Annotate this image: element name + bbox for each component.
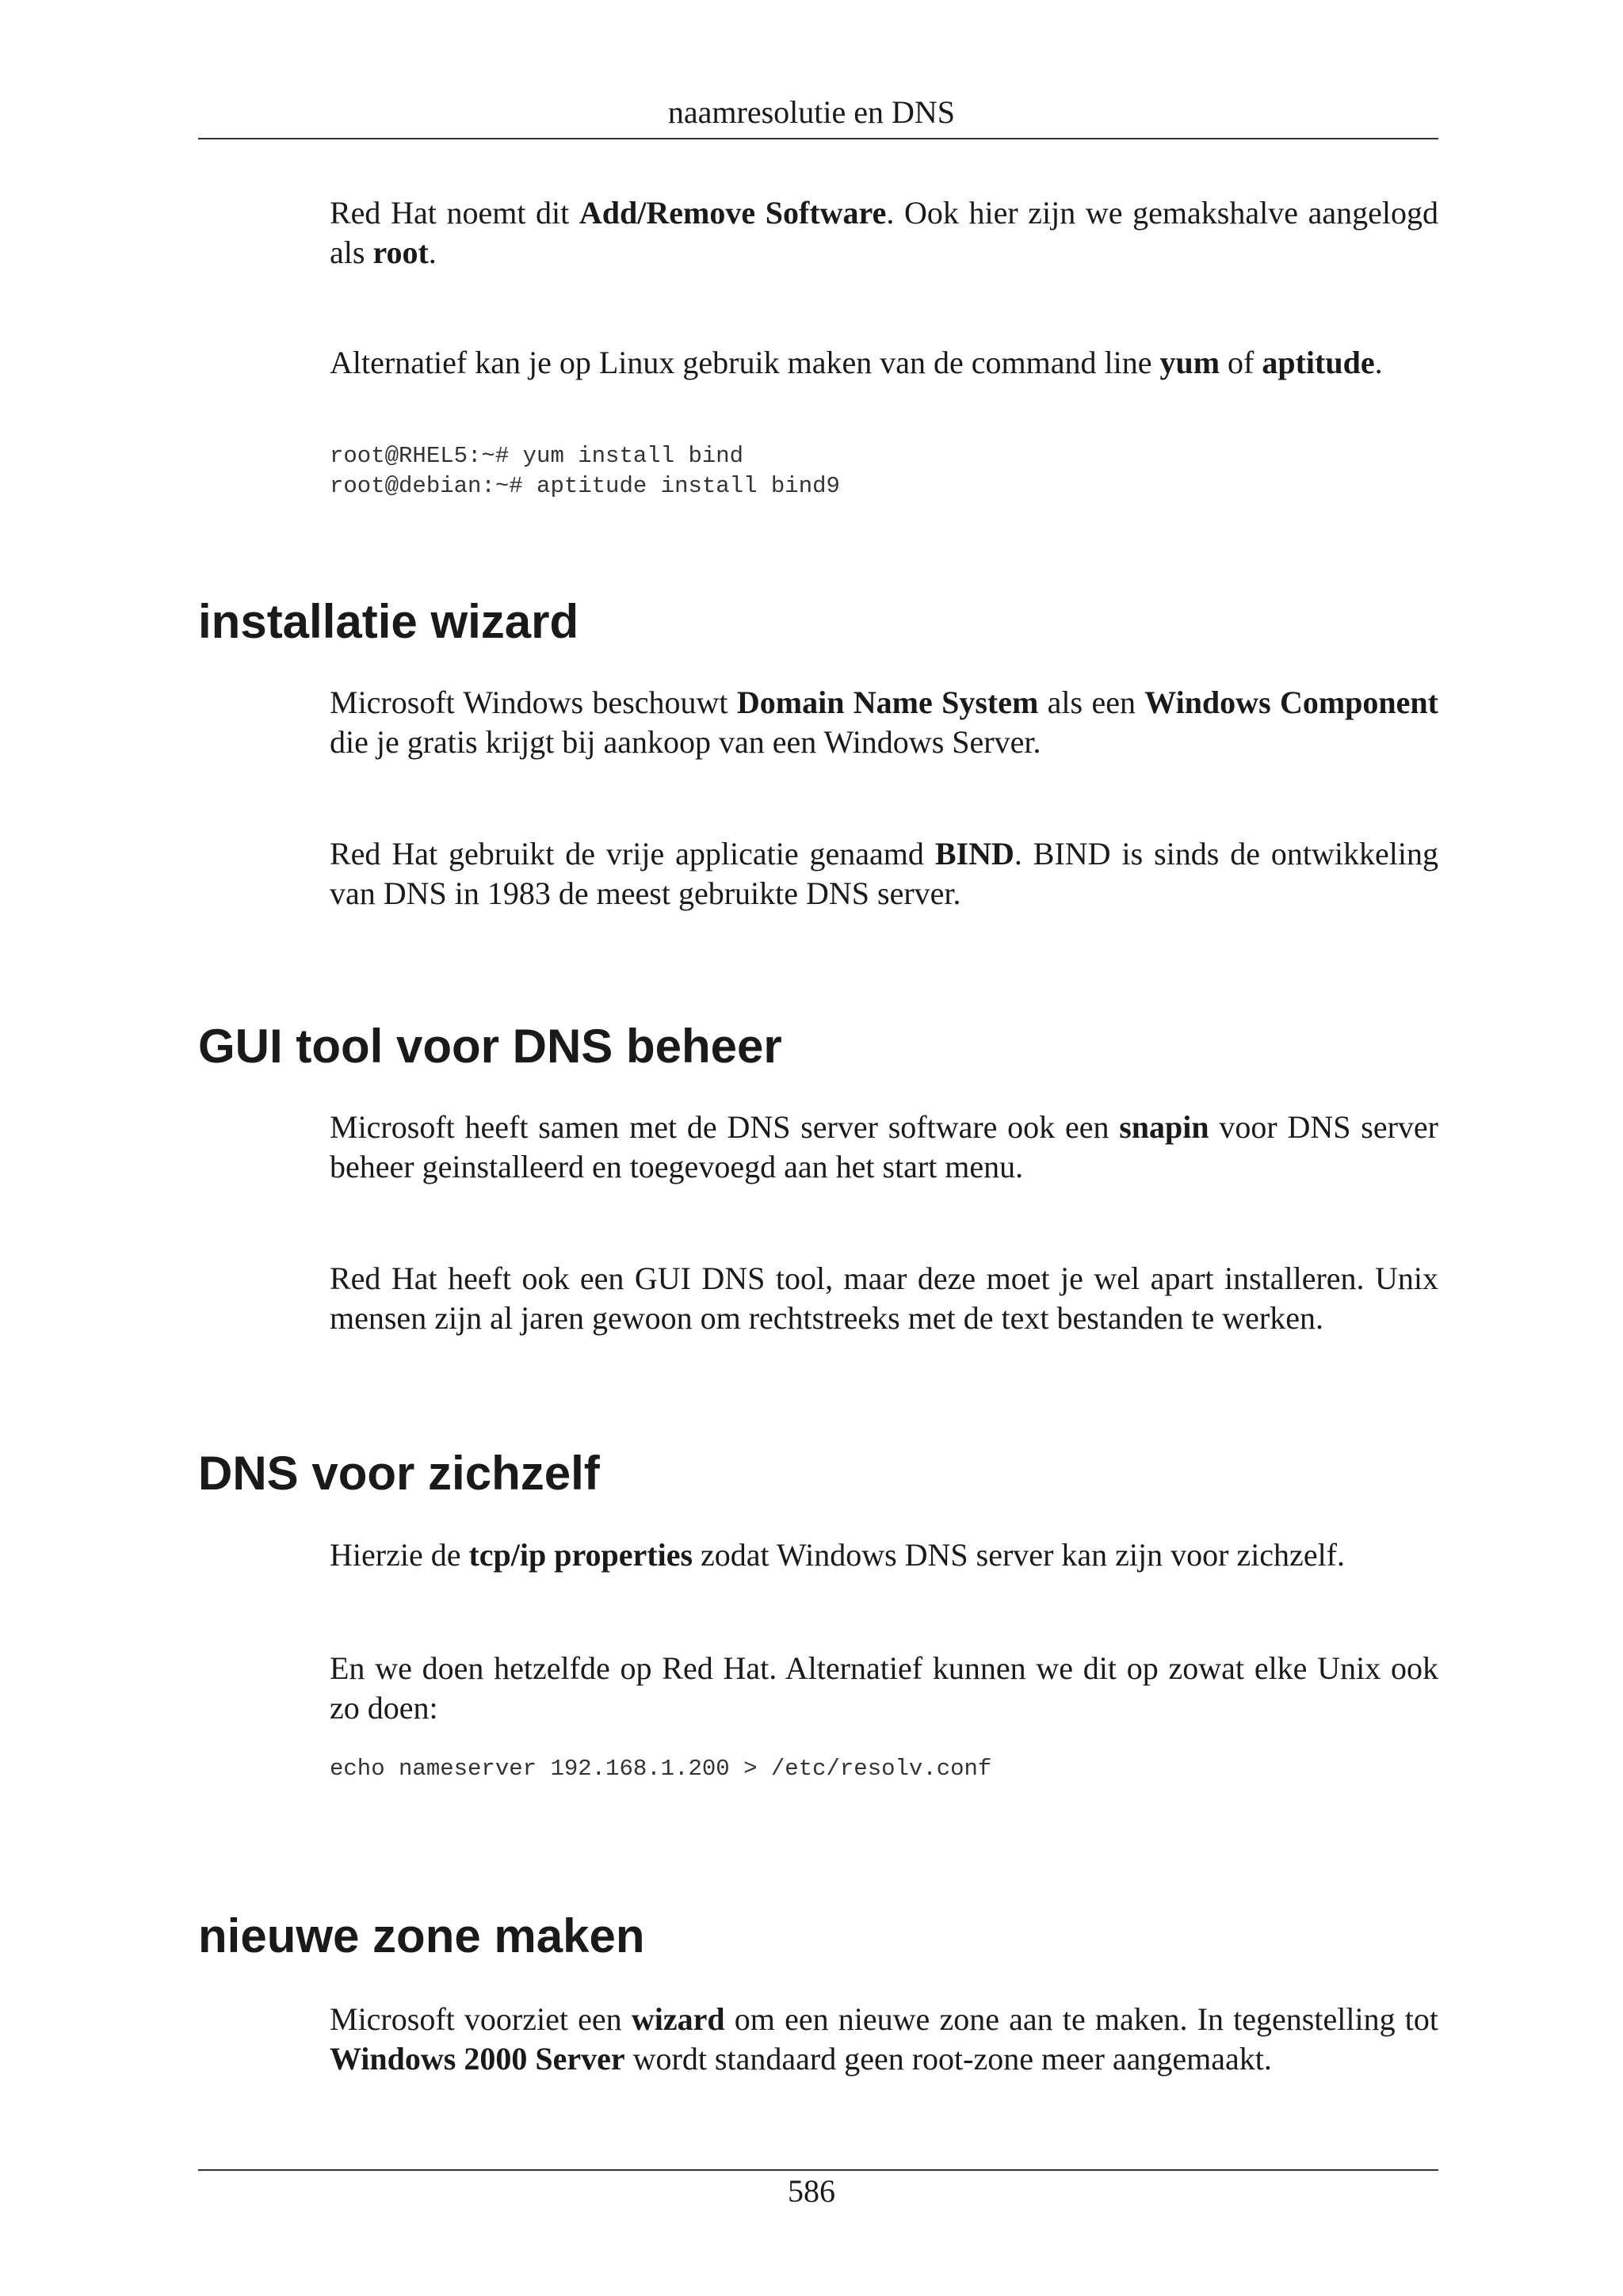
text-run: of: [1220, 345, 1262, 380]
text-run: Red Hat noemt dit: [330, 195, 579, 231]
text-run: Alternatief kan je op Linux gebruik maken van de command line: [330, 345, 1160, 380]
installatie-paragraph-1: [330, 683, 1438, 762]
text-run: zodat Windows DNS server kan zijn voor zichzelf.: [693, 1537, 1345, 1573]
section-heading-dns-voor-zichzelf: DNS voor zichzelf: [198, 1447, 600, 1500]
intro-paragraph-2: [330, 343, 1438, 383]
text-run: wordt standaard geen root-zone meer aangemaakt.: [624, 2041, 1272, 2077]
code-block-install: [330, 441, 1438, 502]
bold-term: Windows Component: [1144, 685, 1438, 720]
bold-term: wizard: [631, 2001, 725, 2037]
text-run: die je gratis krijgt bij aankoop van een Windows Server.: [330, 724, 1041, 760]
bold-term: yum: [1159, 345, 1220, 380]
bold-term: aptitude: [1262, 345, 1375, 380]
text-run: .: [428, 235, 437, 270]
text-run: Red Hat gebruikt de vrije applicatie genaamd: [330, 836, 935, 871]
footer-rule: [198, 2169, 1438, 2171]
bold-term: Add/Remove Software: [579, 195, 887, 231]
page-number: 586: [788, 2173, 835, 2209]
bold-term: root: [372, 235, 429, 270]
bold-term: snapin: [1119, 1109, 1209, 1145]
gui-tool-paragraph-1: [330, 1108, 1438, 1187]
code-block-resolv: echo nameserver 192.168.1.200 > /etc/resolv.conf: [330, 1756, 992, 1782]
header-rule: [198, 138, 1438, 139]
code-line: root@debian:~# aptitude install bind9: [330, 473, 840, 499]
section-heading-installatie-wizard: installatie wizard: [198, 595, 579, 648]
bold-term: Windows 2000 Server: [330, 2041, 625, 2077]
text-run: als een: [1038, 685, 1145, 720]
intro-paragraph-1: [330, 193, 1438, 273]
dns-zichzelf-paragraph-1: [330, 1535, 1438, 1575]
text-run: . Ook hier zijn we gemakshalve aangelogd als: [330, 195, 1438, 270]
text-run: Hierzie de: [330, 1537, 469, 1573]
text-run: . BIND is sinds de ontwikkeling van DNS in 1983 de meest gebruikte DNS server.: [330, 836, 1439, 911]
text-run: voor DNS server beheer geinstalleerd en toegevoegd aan het start menu.: [330, 1109, 1438, 1184]
text-run: Microsoft voorziet een: [330, 2001, 632, 2037]
bold-term: BIND: [934, 836, 1014, 871]
text-run: Microsoft Windows beschouwt: [330, 685, 737, 720]
running-header: naamresolutie en DNS: [667, 94, 956, 130]
bold-term: Domain Name System: [736, 685, 1039, 720]
gui-tool-paragraph-2: Red Hat heeft ook een GUI DNS tool, maar deze moet je wel apart installeren. Unix mensen zijn al jaren gewoon om rechtstreeks met de text bestanden te werken.: [330, 1261, 1438, 1336]
section-heading-gui-tool: GUI tool voor DNS beheer: [198, 1020, 782, 1073]
text-run: om een nieuwe zone aan te maken. In tegenstelling tot: [724, 2001, 1438, 2037]
dns-zichzelf-paragraph-2: En we doen hetzelfde op Red Hat. Alternatief kunnen we dit op zowat elke Unix ook zo doen:: [330, 1650, 1438, 1726]
bold-term: tcp/ip properties: [468, 1537, 693, 1573]
code-line: root@RHEL5:~# yum install bind: [330, 443, 744, 469]
text-run: Microsoft heeft samen met de DNS server software ook een: [330, 1109, 1120, 1145]
nieuwe-zone-paragraph-1: [330, 2000, 1438, 2079]
section-heading-nieuwe-zone: nieuwe zone maken: [198, 1909, 645, 1962]
text-run: .: [1374, 345, 1383, 380]
installatie-paragraph-2: [330, 834, 1438, 913]
